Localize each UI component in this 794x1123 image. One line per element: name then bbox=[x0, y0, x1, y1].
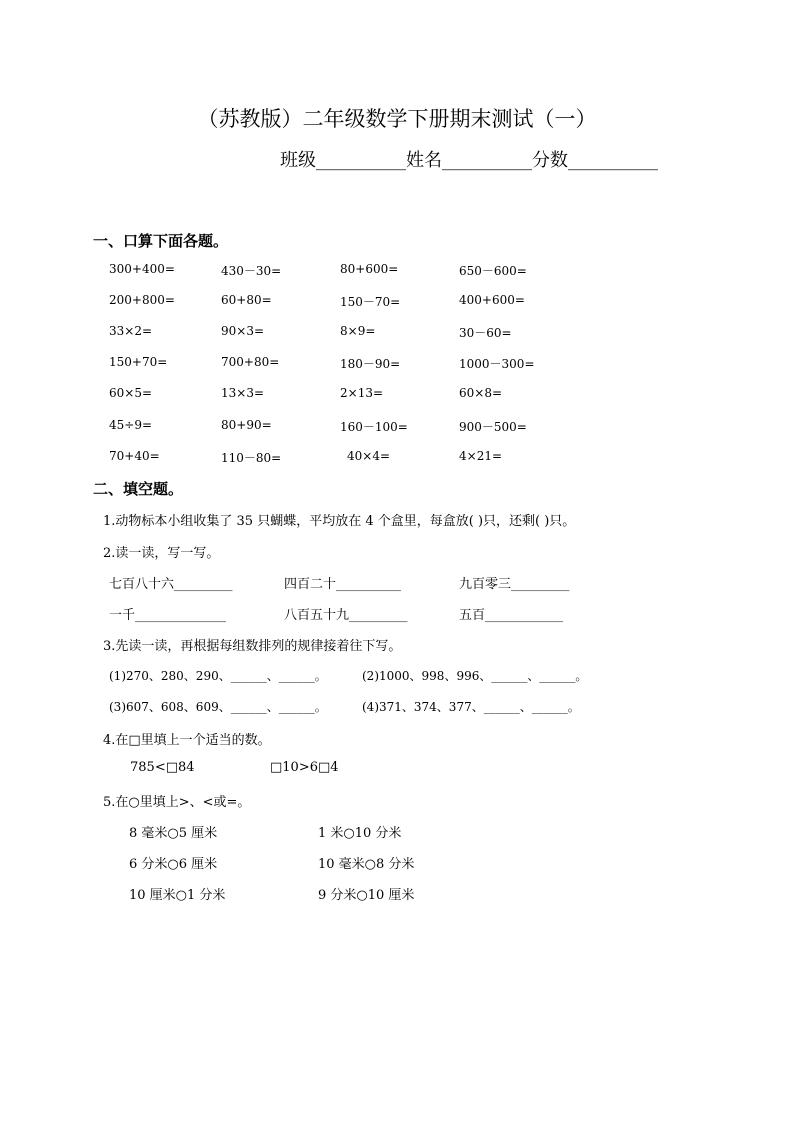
q3-item: (2)1000、998、996、______、______。 bbox=[362, 669, 588, 683]
calc-item: 1000－300= bbox=[459, 357, 535, 371]
calc-item: 180－90= bbox=[340, 357, 401, 371]
calc-item: 2×13= bbox=[340, 386, 384, 400]
q5-item: 9 分米○10 厘米 bbox=[318, 888, 415, 903]
section1-heading: 一、口算下面各题。 bbox=[93, 232, 229, 250]
calc-item: 90×3= bbox=[221, 324, 265, 338]
student-info-line: 班级__________姓名__________分数__________ bbox=[280, 150, 658, 171]
q2-item: 九百零三_________ bbox=[459, 577, 570, 592]
q5-item: 6 分米○6 厘米 bbox=[129, 857, 218, 872]
q5-item: 1 米○10 分米 bbox=[318, 826, 402, 841]
q4-item: □10>6□4 bbox=[270, 760, 339, 775]
calc-item: 160－100= bbox=[340, 420, 408, 434]
calc-item: 80+90= bbox=[221, 418, 272, 432]
calc-item: 400+600= bbox=[459, 293, 525, 307]
calc-item: 300+400= bbox=[109, 262, 175, 276]
calc-item: 13×3= bbox=[221, 386, 265, 400]
calc-item: 80+600= bbox=[340, 262, 399, 276]
calc-item: 900－500= bbox=[459, 420, 527, 434]
q3-item: (1)270、280、290、______、______。 bbox=[109, 669, 327, 683]
q2-item: 八百五十九_________ bbox=[284, 608, 408, 623]
question-4-prompt: 4.在□里填上一个适当的数。 bbox=[103, 733, 271, 748]
calc-item: 430－30= bbox=[221, 264, 282, 278]
calc-item: 150+70= bbox=[109, 355, 168, 369]
calc-item: 60×8= bbox=[459, 386, 503, 400]
page-title: （苏教版）二年级数学下册期末测试（一） bbox=[197, 107, 597, 131]
calc-item: 110－80= bbox=[221, 451, 282, 465]
calc-item: 650－600= bbox=[459, 264, 527, 278]
question-5-prompt: 5.在○里填上>、<或=。 bbox=[103, 795, 251, 810]
calc-item: 60×5= bbox=[109, 386, 153, 400]
calc-item: 30－60= bbox=[459, 326, 512, 340]
q4-item: 785<□84 bbox=[130, 760, 195, 775]
q5-item: 10 毫米○8 分米 bbox=[318, 857, 415, 872]
q2-item: 五百____________ bbox=[459, 608, 564, 623]
calc-item: 45÷9= bbox=[109, 418, 153, 432]
calc-item: 8×9= bbox=[340, 324, 376, 338]
calc-item: 33×2= bbox=[109, 324, 153, 338]
calc-item: 700+80= bbox=[221, 355, 280, 369]
calc-item: 4×21= bbox=[459, 449, 503, 463]
q5-item: 8 毫米○5 厘米 bbox=[129, 826, 218, 841]
section2-heading: 二、填空题。 bbox=[93, 480, 184, 498]
q2-item: 一千______________ bbox=[109, 608, 227, 623]
calc-item: 200+800= bbox=[109, 293, 175, 307]
q5-item: 10 厘米○1 分米 bbox=[129, 888, 226, 903]
q3-item: (4)371、374、377、______、______。 bbox=[362, 700, 580, 714]
calc-item: 150－70= bbox=[340, 295, 401, 309]
question-3-prompt: 3.先读一读，再根据每组数排列的规律接着往下写。 bbox=[103, 639, 402, 654]
calc-item: 60+80= bbox=[221, 293, 272, 307]
q2-item: 四百二十__________ bbox=[284, 577, 402, 592]
question-1: 1.动物标本小组收集了 35 只蝴蝶，平均放在 4 个盒里，每盒放( )只，还剩( )只。 bbox=[103, 514, 576, 529]
calc-item: 70+40= bbox=[109, 449, 160, 463]
calc-item: 40×4= bbox=[347, 449, 391, 463]
q3-item: (3)607、608、609、______、______。 bbox=[109, 700, 327, 714]
q2-item: 七百八十六_________ bbox=[109, 577, 233, 592]
question-2-prompt: 2.读一读，写一写。 bbox=[103, 546, 220, 561]
